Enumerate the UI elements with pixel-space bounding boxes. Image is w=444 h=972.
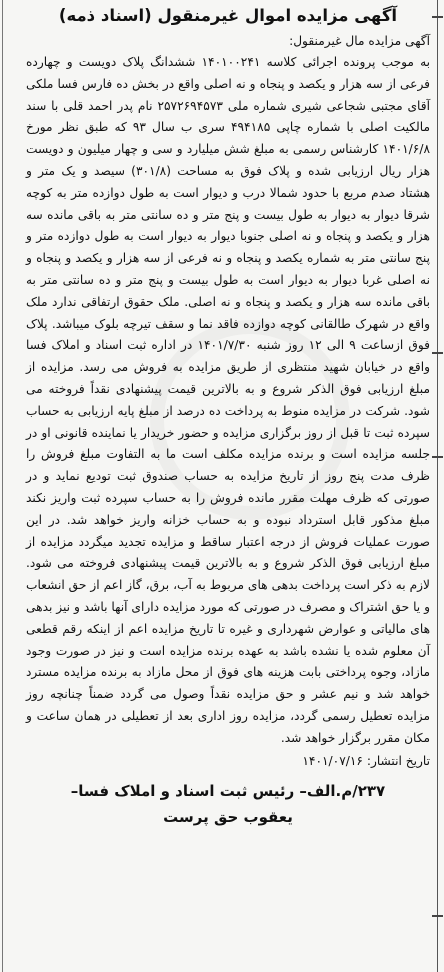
notice-title: آگهی مزایده اموال غیرمنقول (اسناد ذمه)	[58, 6, 398, 25]
signature-title: ۲۳۷/م.الف– رئیس ثبت اسناد و املاک فسا–	[70, 781, 386, 800]
column-marker	[432, 16, 443, 18]
column-marker	[432, 352, 443, 354]
signature-block	[26, 778, 430, 830]
signature-name: یعقوب حق پرست	[163, 807, 293, 826]
notice-body: به موجب پرونده اجرائی کلاسه ۱۴۰۱۰۰۲۴۱ ششدانگ پلاک دویست و چهارده فرعی از سه هزار و یکصد و پنجاه و نه اصلی واقع در بخش ده فارس فسا ملکی آقای مجتبی شجاعی شیری شماره ملی ۲۵۷۲۶۹۴۵۷۳ نام پدر احمد قلی با سند مالکیت اصلی با شماره چاپی ۴۹۴۱۸۵ سری ب سال ۹۳ که طبق نظر مورخ ۱۴۰۱/۶/۸ کارشناس رسمی به مبلغ شش میلیارد و سی و چهار میلیون و دویست هزار ریال ارزیابی شده و پلاک فوق به مساحت (۳۰۱/۸) سیصد و یک متر و هشتاد صدم مربع با حدود شمالا درب و دیوار است به طول دوازده متر به کوچه شرقا دیوار به دیوار به طول بیست و پنج متر و ده سانتی متر به باقی مانده سه هزار و یکصد و پنجاه و نه اصلی جنوبا دیوار به دیوار است به طول دوازده متر و پنج سانتی متر به شماره یکصد و پنجاه و نه فرعی از سه هزار و یکصد و پنجاه و نه اصلی غربا دیوار به دیوار است به طول بیست و پنج متر و ده سانتی متر به باقی مانده سه هزار و یکصد و پنجاه و نه اصلی. ملک حقوق ارتفاقی ندارد ملک واقع در شهرک طالقانی کوچه دوازده فاقد نما و سقف تیرچه بلوک میباشد. پلاک فوق ازساعت ۹ الی ۱۲ روز شنبه ۱۴۰۱/۷/۳۰ در اداره ثبت اسناد و املاک فسا واقع در خیابان شهید منتظری از طریق مزایده به فروش می رسد. مزایده از مبلغ ارزیابی فوق الذکر شروع و به بالاترین قیمت پیشنهادی نقداً فروخته می شود. شرکت در مزایده منوط به پرداخت ده درصد از مبلغ پایه ارزیابی به حساب سپرده ثبت تا قبل از روز برگزاری مزایده و حضور خریدار یا نماینده قانونی او در جلسه مزایده است و برنده مزایده مکلف است ما به التفاوت مبلغ فروش را ظرف مدت پنج روز از تاریخ مزایده به حساب صندوق ثبت تودیع نماید و در صورتی که ظرف مهلت مقرر مانده فروش را به حساب سپرده ثبت واریز نکند مبلغ مذکور قابل استرداد نبوده و به حساب خزانه واریز خواهد شد. در این صورت عملیات فروش از درجه اعتبار ساقط و مزایده تجدید میگردد مزایده از مبلغ ارزیابی فوق الذکر شروع و به بالاترین قیمت پیشنهادی فروخته می شود. لازم به ذکر است پرداخت بدهی های مربوط به آب، برق، گاز اعم از حق انشعاب و یا حق اشتراک و مصرف در صورتی که مورد مزایده دارای آنها باشد و نیز بدهی های مالیاتی و عوارض شهرداری و غیره تا تاریخ مزایده اعم از اینکه رقم قطعی آن معلوم شده یا نشده باشد به عهده برنده مزایده است و نیز در صورت وجود مازاد، وجوه پرداختی بابت هزینه های فوق از محل مازاد به برنده مزایده مسترد خواهد شد و نیم عشر و حق مزایده نقداً وصول می گردد ضمناً چنانچه روز مزایده تعطیل رسمی گردد، مزایده روز اداری بعد از تعطیلی در همان ساعت و مکان مقرر برگزار خواهد شد.	[26, 55, 431, 745]
column-marker	[432, 915, 443, 917]
left-column-rule	[2, 0, 3, 972]
right-column-rule	[437, 0, 438, 972]
notice-intro: آگهی مزایده مال غیرمنقول:	[289, 34, 430, 48]
publication-date: تاریخ انتشار: ۱۴۰۱/۰۷/۱۶	[302, 753, 430, 768]
auction-notice	[26, 6, 430, 830]
column-marker	[432, 456, 443, 458]
